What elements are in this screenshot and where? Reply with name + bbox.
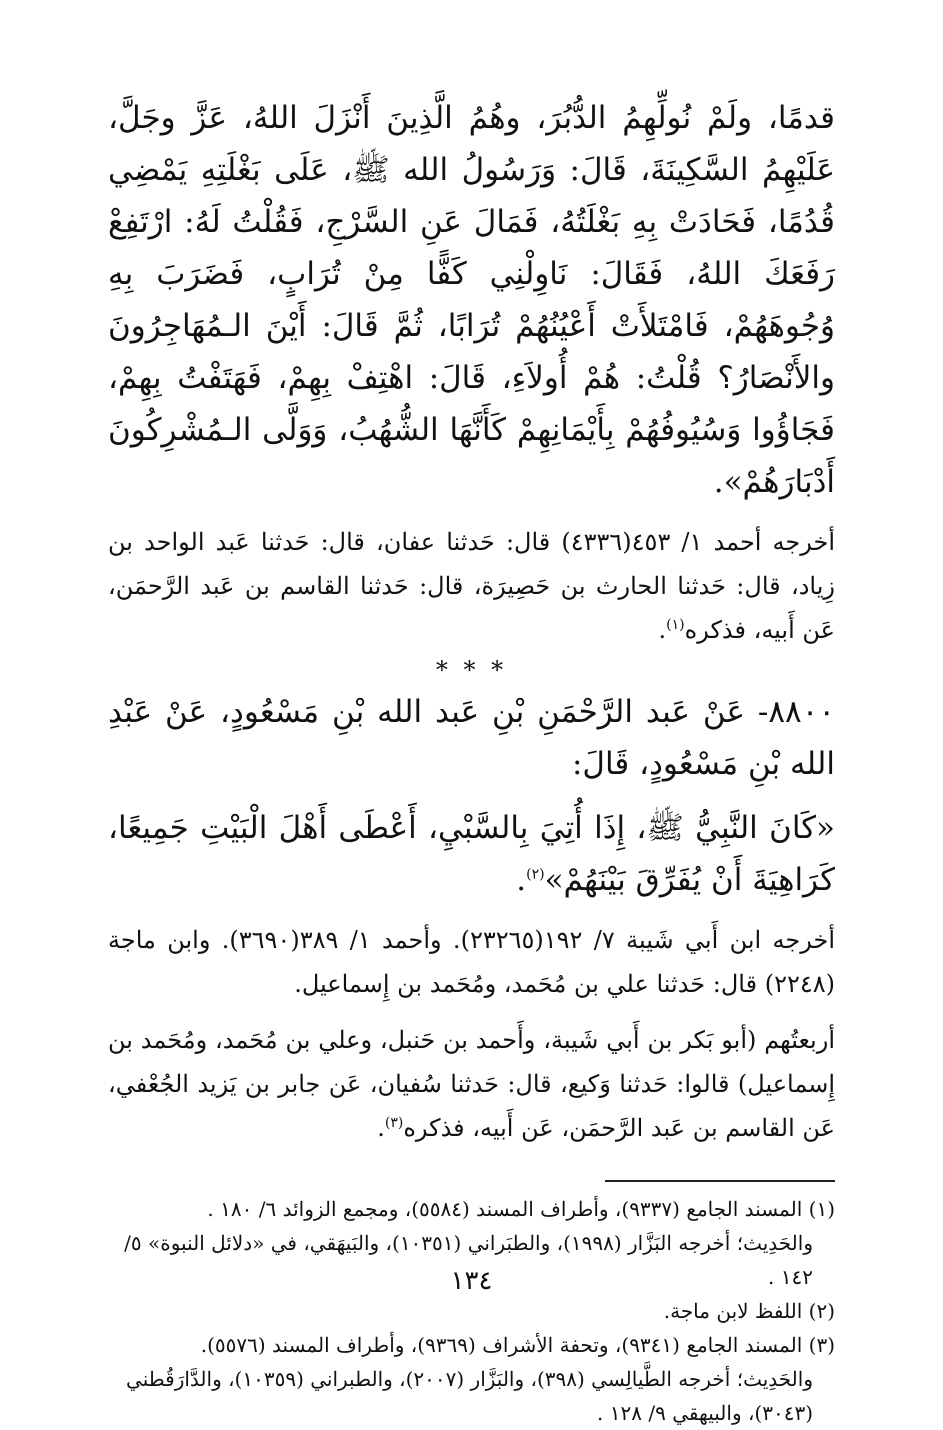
section-separator: * * * bbox=[435, 656, 508, 684]
footnote-1: (١) المسند الجامع (٩٣٣٧)، وأطراف المسند (٥٥٨٤)، ومجمع الزوائد ٦/ ١٨٠ . bbox=[207, 1197, 835, 1221]
footnote-ref-2[interactable]: (٢) bbox=[526, 866, 545, 883]
page-number: ١٣٤ bbox=[450, 1266, 493, 1296]
takhrij-paragraph bbox=[108, 520, 835, 652]
takhrij-paragraph bbox=[108, 1018, 835, 1150]
takhrij-text: أخرجه أحمد ١/ ٤٥٣(٤٣٣٦) قال: حَدثنا عفان، قال: حَدثنا عَبد الواحد بن زِياد، قال: حَدثنا الحارث بن حَصِيرَة، قال: حَدثنا القاسم بن عَبد الرَّحمَن، عَن أَبيه، فذكره bbox=[108, 528, 835, 644]
period: . bbox=[377, 1114, 385, 1142]
footnote-3-continued: والحَدِيث؛ أخرجه الطَّيالِسي (٣٩٨)، والبَزَّار (٢٠٠٧)، والطبراني (١٠٣٥٩)، والدَّارَقُطني (٣٠٤٣)، والبيهقي ٩/ ١٢٨ . bbox=[126, 1367, 813, 1425]
footnote-ref-3[interactable]: (٣) bbox=[384, 1115, 404, 1131]
footnote-1-continued: والحَدِيث؛ أخرجه البَزَّار (١٩٩٨)، والطبَراني (١٠٣٥١)، والبَيهَقي، في «دلائل النبوة» ٥/ ١٤٢ . bbox=[124, 1231, 813, 1289]
footnote-2: (٢) اللفظ لابن ماجة. bbox=[663, 1299, 835, 1323]
footnote-3: (٣) المسند الجامع (٩٣٤١)، وتحفة الأشراف (٩٣٦٩)، وأطراف المسند (٥٥٧٦). bbox=[200, 1333, 835, 1357]
hadith-intro: ٨٨٠٠- عَنْ عَبد الرَّحْمَنِ بْنِ عَبد الله بْنِ مَسْعُودٍ، عَنْ عَبْدِ الله بْنِ مَسْعُودٍ، قَالَ: bbox=[108, 694, 835, 782]
footnote-divider bbox=[605, 1180, 835, 1182]
hadith-matn: «كَانَ النَّبِيُّ ﷺ، إِذَا أُتِيَ بِالسَّبْيِ، أَعْطَى أَهْلَ الْبَيْتِ جَمِيعًا، كَرَاهِيَةَ أَنْ يُفَرِّقَ بَيْنَهُمْ» bbox=[108, 810, 835, 898]
footnote-ref-1[interactable]: (١) bbox=[666, 617, 685, 633]
period: . bbox=[658, 616, 667, 644]
takhrij-paragraph: أخرجه ابن أَبي شَيبة ٧/ ١٩٢(٢٣٢٦٥). وأحمد ١/ ٣٨٩(٣٦٩٠). وابن ماجة (٢٢٤٨) قال: حَدثنا علي بن مُحَمد، ومُحَمد بن إِسماعيل. bbox=[108, 926, 836, 998]
hadith-text bbox=[108, 802, 835, 906]
period: . bbox=[516, 862, 527, 898]
takhrij-text: أربعتُهم (أبو بَكر بن أَبي شَيبة، وأَحمد بن حَنبل، وعلي بن مُحَمد، ومُحَمد بن إِسماعيل) قالوا: حَدثنا وَكيع، قال: حَدثنا سُفيان، عَن جابر بن يَزيد الجُعْفي، عَن القاسم بن عَبد الرَّحمَن، عَن أَبيه، فذكره bbox=[108, 1026, 835, 1142]
hadith-text-continued: قدمًا، ولَمْ نُولِّهِمُ الدُّبُرَ، وهُمُ الَّذِينَ أَنْزَلَ اللهُ، عَزَّ وجَلَّ، عَلَيْهِمُ السَّكِينَةَ، قَالَ: وَرَسُولُ الله ﷺ، عَلَى بَغْلَتِهِ يَمْضِي قُدُمًا، فَحَادَتْ بِهِ بَغْلَتُهُ، فَمَالَ عَنِ السَّرْجِ، فَقُلْتُ لَهُ: ارْتَفِعْ رَفَعَكَ اللهُ، فَقَالَ: نَاوِلْنِي كَفًّا مِنْ تُرَابٍ، فَضَرَبَ بِهِ وُجُوهَهُمْ، فَامْتَلأَتْ أَعْيُنُهُمْ تُرَابًا، ثُمَّ قَالَ: أَيْنَ الـمُهَاجِرُونَ والأَنْصَارُ؟ قُلْتُ: هُمْ أُولاَءِ، قَالَ: اهْتِفْ بِهِمْ، فَهَتَفْتُ بِهِمْ، فَجَاؤُوا وَسُيُوفُهُمْ بِأَيْمَانِهِمْ كَأَنَّهَا الشُّهُبُ، وَوَلَّى الـمُشْرِكُونَ أَدْبَارَهُمْ». bbox=[108, 100, 835, 500]
